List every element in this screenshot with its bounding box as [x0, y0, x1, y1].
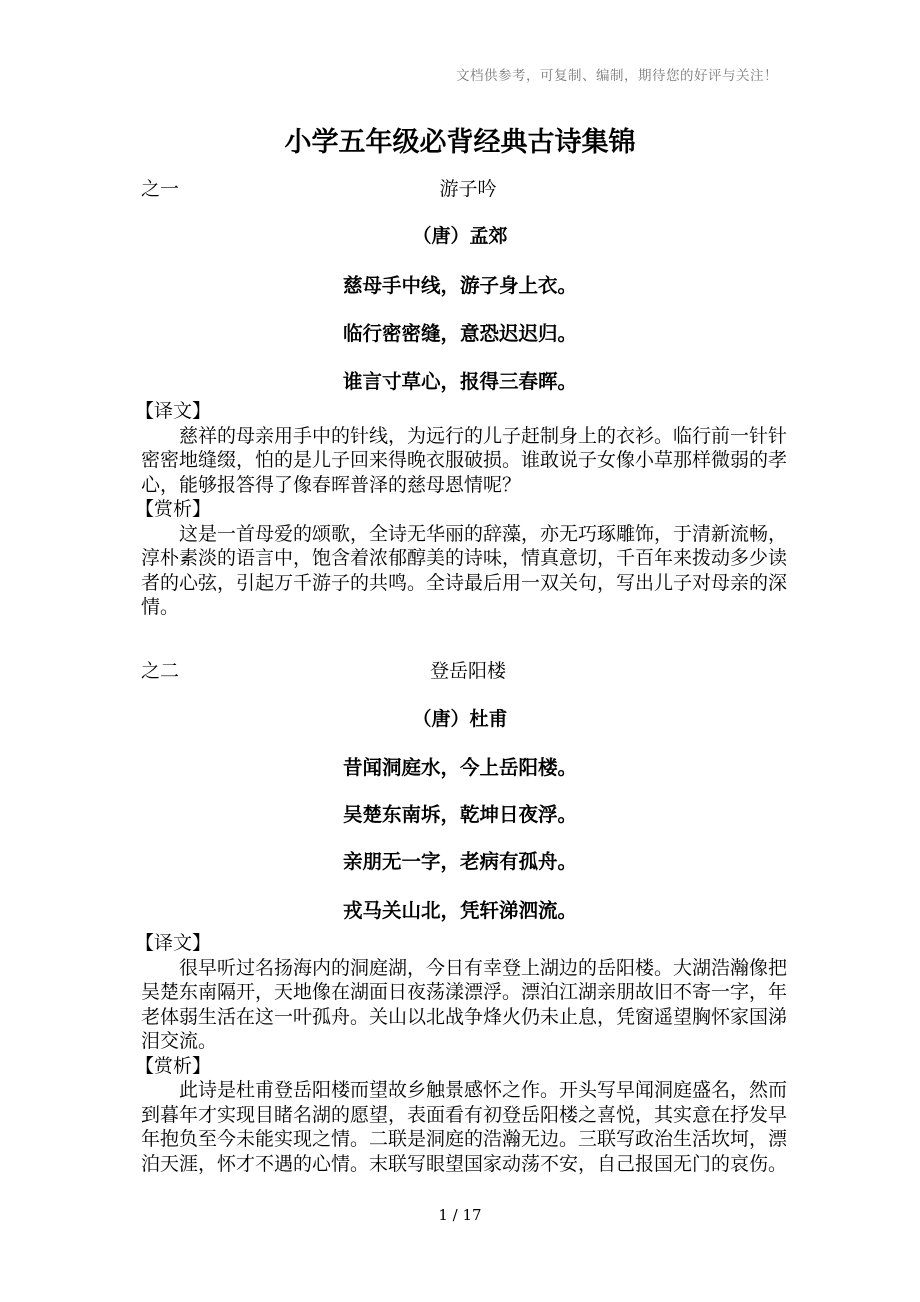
poem-title: 登岳阳楼: [429, 660, 506, 682]
poem-verse: 昔闻洞庭水，今上岳阳楼。: [342, 756, 577, 779]
poem-title: 游子吟: [439, 178, 497, 200]
poem-verse: 谁言寸草心，报得三春晖。: [342, 370, 577, 393]
translation-line: 密密地缝缀，怕的是儿子回来得晚衣服破损。谁敢说子女像小草那样微弱的孝: [141, 449, 788, 471]
poem-notes: [135, 399, 788, 620]
analysis-line: 情。: [141, 596, 180, 618]
poem-verse: 戎马关山北，凭轩涕泗流。: [342, 899, 577, 922]
analysis-line: 此诗是杜甫登岳阳楼而望故乡触景感怀之作。开头写早闻洞庭盛名，然而: [141, 1079, 788, 1101]
poem-verse: 慈母手中线，游子身上衣。: [342, 274, 577, 297]
poem-verse: 临行密密缝，意恐迟迟归。: [342, 322, 577, 345]
poem-author: （唐）杜甫: [412, 708, 508, 730]
analysis-line: 泊天涯，怀才不遇的心情。末联写眼望国家动荡不安，自己报国无门的哀伤。: [141, 1152, 788, 1175]
poem-number: 之一: [141, 178, 180, 200]
analysis-line: 到暮年才实现目睹名湖的愿望，表面看有初登岳阳楼之喜悦，其实意在抒发早: [141, 1103, 788, 1126]
translation-line: 泪交流。: [141, 1030, 218, 1052]
translation-label: 【译文】: [135, 400, 212, 422]
analysis-line: 淳朴素淡的语言中，饱含着浓郁醇美的诗味，情真意切，千百年来拨动多少读: [141, 547, 788, 569]
poem-notes: [135, 931, 788, 1176]
translation-line: 心，能够报答得了像春晖普泽的慈母恩情呢？: [141, 473, 522, 496]
header-note: 文档供参考，可复制、编制，期待您的好评与关注！: [456, 68, 778, 84]
analysis-label: 【赏析】: [135, 1054, 212, 1077]
poem-verse: 吴楚东南坼，乾坤日夜浮。: [342, 803, 577, 826]
document-title: 小学五年级必背经典古诗集锦: [284, 127, 636, 158]
analysis-label: 【赏析】: [135, 498, 212, 520]
poem-number: 之二: [141, 660, 180, 682]
analysis-line: 者的心弦，引起万千游子的共鸣。全诗最后用一双关句，写出儿子对母亲的深: [141, 571, 788, 594]
poem-author: （唐）孟郊: [412, 225, 508, 247]
page-number: 1 / 17: [438, 1206, 482, 1224]
translation-line: 很早听过名扬海内的洞庭湖，今日有幸登上湖边的岳阳楼。大湖浩瀚像把: [141, 956, 788, 979]
analysis-line: 这是一首母爱的颂歌，全诗无华丽的辞藻，亦无巧琢雕饰，于清新流畅，: [141, 522, 788, 545]
translation-label: 【译文】: [135, 932, 212, 954]
poem-verse: 亲朋无一字，老病有孤舟。: [342, 850, 577, 873]
translation-line: 老体弱生活在这一叶孤舟。关山以北战争烽火仍未止息，凭窗遥望胸怀家国涕: [141, 1005, 788, 1028]
translation-line: 慈祥的母亲用手中的针线，为远行的儿子赶制身上的衣衫。临行前一针针: [141, 424, 788, 447]
analysis-line: 年抱负至今未能实现之情。二联是洞庭的浩瀚无边。三联写政治生活坎坷，漂: [141, 1128, 788, 1150]
translation-line: 吴楚东南隔开，天地像在湖面日夜荡漾漂浮。漂泊江湖亲朋故旧不寄一字，年: [141, 981, 788, 1003]
